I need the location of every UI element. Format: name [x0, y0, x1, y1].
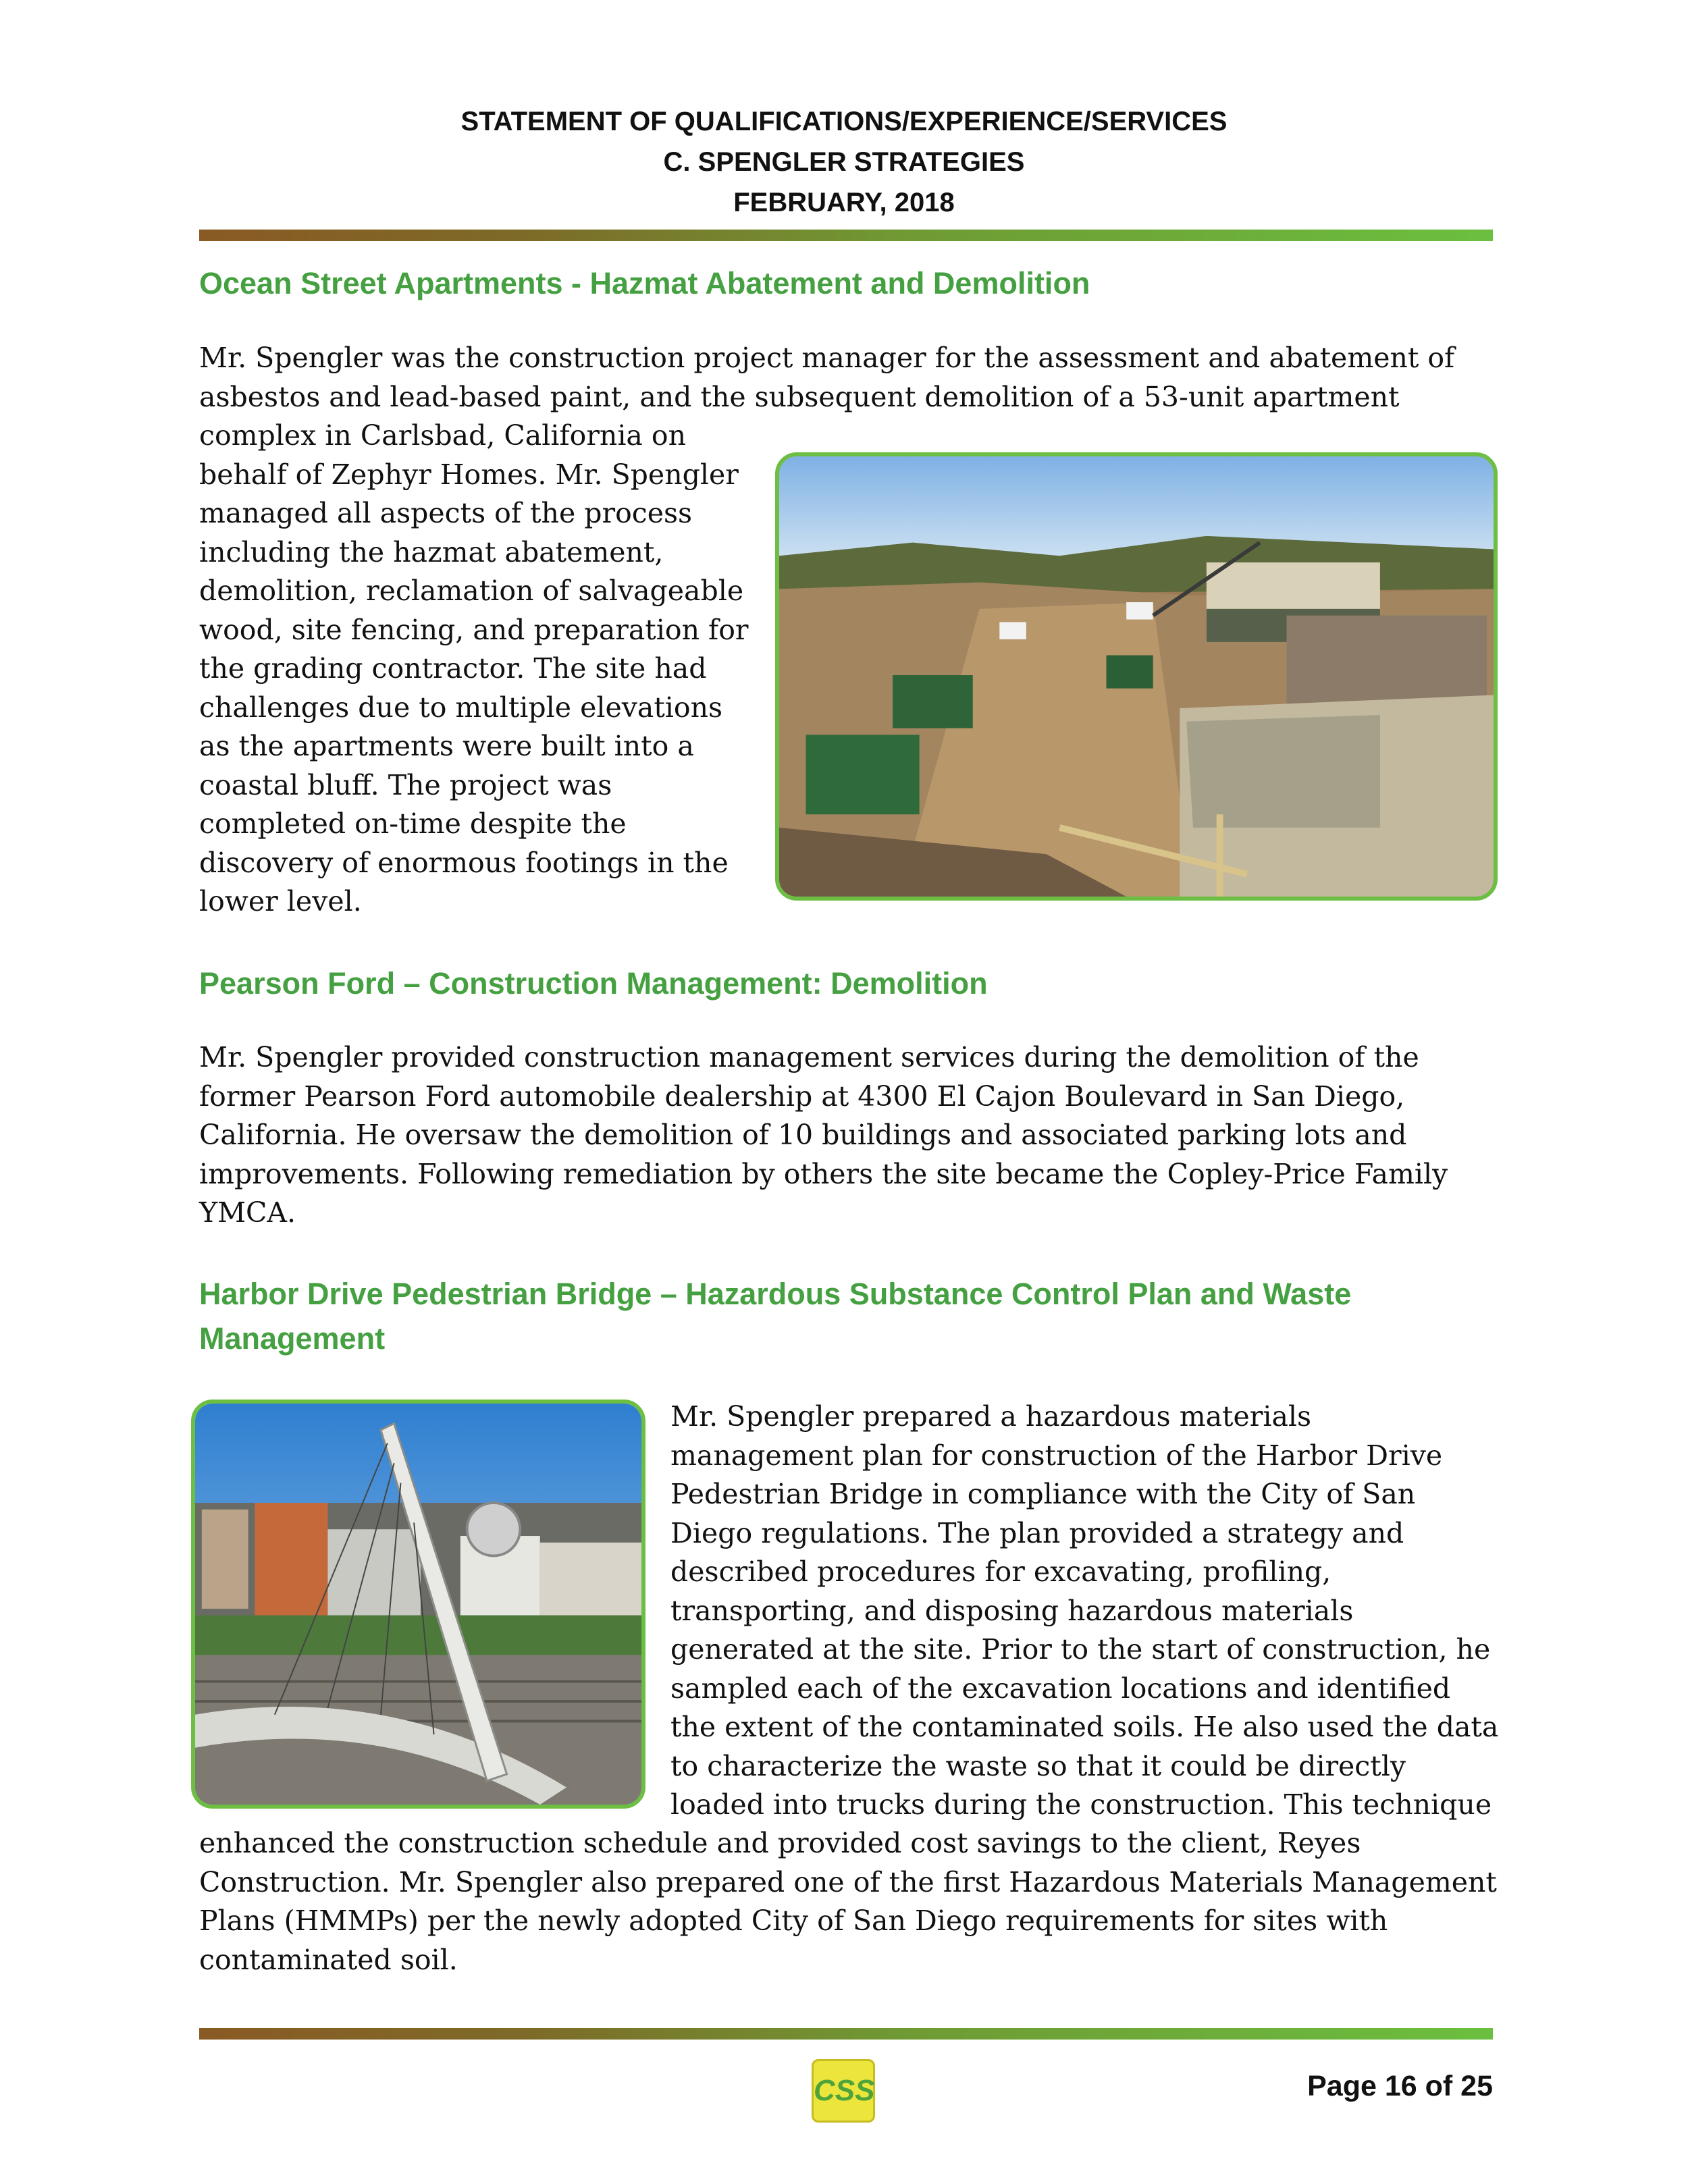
text-line: improvements. Following remediation by others the site became the Copley-Price Family [199, 1157, 1448, 1190]
text-line: Diego regulations. The plan provided a strategy and [670, 1516, 1404, 1549]
text-line: completed on-time despite the [199, 807, 627, 840]
harbor-drive-wrapped-text [670, 1397, 1504, 1825]
text-line: Plans (HMMPs) per the newly adopted City of San Diego requirements for sites with [199, 1905, 1388, 1937]
harbor-drive-full-text [199, 1824, 1502, 1979]
text-line: complex in Carlsbad, California on [199, 419, 687, 452]
text-line: Pedestrian Bridge in compliance with the City of San [670, 1478, 1416, 1510]
header-divider [199, 230, 1493, 241]
demolition-site-illustration [779, 456, 1494, 897]
text-line: the extent of the contaminated soils. He also used the data [670, 1711, 1499, 1743]
text-line: described procedures for excavating, profiling, [670, 1555, 1331, 1588]
text-line: Mr. Spengler prepared a hazardous materials [670, 1400, 1312, 1433]
text-line: coastal bluff. The project was [199, 768, 612, 801]
text-line: contaminated soil. [199, 1943, 458, 1976]
text-line: sampled each of the excavation locations and identified [670, 1672, 1451, 1705]
pedestrian-bridge-photo [191, 1400, 645, 1809]
section-title-pearson-ford: Pearson Ford – Construction Management: Demolition [199, 966, 988, 1001]
footer-divider [199, 2028, 1493, 2040]
text-line: managed all aspects of the process [199, 497, 693, 529]
text-line: loaded into trucks during the construction. This technique [670, 1788, 1492, 1821]
company-logo: CSS [812, 2059, 875, 2123]
section-title-harbor-drive-cont: Management [199, 1321, 386, 1356]
pedestrian-bridge-illustration [195, 1404, 641, 1805]
header-title: STATEMENT OF QUALIFICATIONS/EXPERIENCE/SERVICES [460, 107, 1228, 136]
demolition-site-photo [775, 452, 1498, 901]
text-line: wood, site fencing, and preparation for [199, 613, 749, 646]
text-line: California. He oversaw the demolition of 10 buildings and associated parking lots and [199, 1119, 1407, 1151]
text-line: generated at the site. Prior to the start of construction, he [670, 1633, 1491, 1666]
header-date: FEBRUARY, 2018 [733, 188, 955, 217]
text-line: challenges due to multiple elevations [199, 691, 723, 724]
text-line: as the apartments were built into a [199, 730, 694, 762]
text-line: YMCA. [199, 1196, 296, 1229]
text-line: behalf of Zephyr Homes. Mr. Spengler [199, 458, 739, 491]
text-line: discovery of enormous footings in the [199, 846, 729, 879]
text-line: including the hazmat abatement, [199, 535, 664, 568]
page-number: Page 16 of 25 [1307, 2070, 1493, 2102]
section-title-ocean-street: Ocean Street Apartments - Hazmat Abatement and Demolition [199, 266, 1090, 300]
text-line: lower level. [199, 885, 362, 917]
text-line: Mr. Spengler was the construction project manager for the assessment and abatement of [199, 342, 1455, 374]
text-line: transporting, and disposing hazardous materials [670, 1594, 1354, 1627]
text-line: to characterize the waste so that it could be directly [670, 1749, 1406, 1782]
text-line: the grading contractor. The site had [199, 652, 707, 685]
text-line: enhanced the construction schedule and provided cost savings to the client, Reyes [199, 1827, 1361, 1859]
text-line: management plan for construction of the Harbor Drive [670, 1439, 1443, 1472]
pearson-ford-paragraph [199, 1038, 1502, 1233]
text-line: Construction. Mr. Spengler also prepared one of the first Hazardous Materials Management [199, 1865, 1497, 1898]
text-line: demolition, reclamation of salvageable [199, 575, 744, 607]
header-company: C. SPENGLER STRATEGIES [663, 147, 1025, 177]
text-line: Mr. Spengler provided construction management services during the demolition of the [199, 1041, 1419, 1073]
section-title-harbor-drive: Harbor Drive Pedestrian Bridge – Hazardous Substance Control Plan and Waste [199, 1277, 1352, 1311]
text-line: asbestos and lead-based paint, and the subsequent demolition of a 53-unit apartment [199, 380, 1400, 413]
text-line: former Pearson Ford automobile dealership at 4300 El Cajon Boulevard in San Diego, [199, 1080, 1405, 1113]
